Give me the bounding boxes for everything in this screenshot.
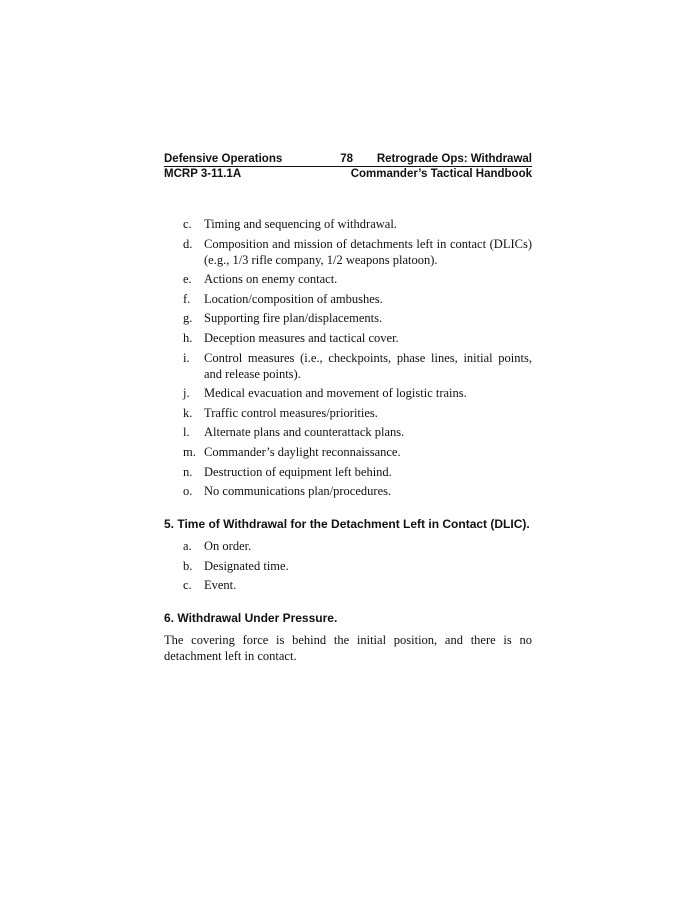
list-item-text: Supporting fire plan/displacements. xyxy=(204,311,383,326)
list-marker: f. xyxy=(183,291,191,306)
list-item-text: Designated time. xyxy=(204,558,289,573)
list-item-text: Alternate plans and counterattack plans. xyxy=(204,425,405,440)
list-marker: c. xyxy=(183,578,192,593)
list-marker: d. xyxy=(183,236,193,251)
list-item xyxy=(164,405,532,421)
withdrawal-timing-list xyxy=(164,538,532,593)
list-item-text: On order. xyxy=(204,539,252,554)
list-marker: m. xyxy=(183,444,196,459)
list-marker: e. xyxy=(183,272,192,287)
list-item-text: No communications plan/procedures. xyxy=(204,484,392,499)
list-item xyxy=(164,385,532,401)
list-item-text: Timing and sequencing of withdrawal. xyxy=(204,217,397,231)
list-item-text: Deception measures and tactical cover. xyxy=(204,330,399,345)
list-item-text: Composition and mission of detachments left in contact (DLICs) (e.g., 1/3 rifle company, 1/2 weapons platoon). xyxy=(204,236,532,267)
list-marker: i. xyxy=(183,350,190,365)
list-item xyxy=(164,271,532,287)
list-item xyxy=(164,216,532,232)
list-item-text: Control measures (i.e., checkpoints, phase lines, initial points, and release points). xyxy=(204,350,532,381)
list-item-text: Medical evacuation and movement of logistic trains. xyxy=(204,386,467,401)
list-item-text: Event. xyxy=(204,578,237,593)
withdrawal-considerations-list xyxy=(164,216,532,499)
list-marker: a. xyxy=(183,539,192,554)
list-item xyxy=(164,577,532,593)
page-content xyxy=(164,152,532,664)
list-item xyxy=(164,310,532,326)
list-item xyxy=(164,538,532,554)
section-6-heading: 6. Withdrawal Under Pressure. xyxy=(164,611,338,626)
section-5-heading: 5. Time of Withdrawal for the Detachment Left in Contact (DLIC). xyxy=(164,517,530,532)
header-section-title: Retrograde Ops: Withdrawal xyxy=(376,153,532,165)
list-item xyxy=(164,236,532,268)
list-item xyxy=(164,464,532,480)
list-marker: b. xyxy=(183,558,193,573)
list-item xyxy=(164,444,532,460)
list-marker: h. xyxy=(183,330,193,345)
list-item-text: Location/composition of ambushes. xyxy=(204,291,383,306)
list-item-text: Traffic control measures/priorities. xyxy=(204,405,378,420)
list-marker: l. xyxy=(183,425,190,440)
list-marker: c. xyxy=(183,217,192,231)
list-marker: o. xyxy=(183,484,193,499)
list-marker: j. xyxy=(183,386,190,401)
list-marker: k. xyxy=(183,405,193,420)
header-page-number: 78 xyxy=(340,153,354,165)
list-marker: g. xyxy=(183,311,193,326)
list-item xyxy=(164,424,532,440)
list-marker: n. xyxy=(183,464,193,479)
list-item xyxy=(164,558,532,574)
list-item-text: Actions on enemy contact. xyxy=(204,272,338,287)
list-item xyxy=(164,483,532,499)
header-publication-number: MCRP 3-11.1A xyxy=(164,168,242,180)
list-item-text: Commander’s daylight reconnaissance. xyxy=(204,444,401,459)
running-header-top xyxy=(164,152,532,167)
list-item-text: Destruction of equipment left behind. xyxy=(204,464,392,479)
section-6-paragraph: The covering force is behind the initial position, and there is no detachment left in contact. xyxy=(164,633,532,664)
header-publication-title: Commander’s Tactical Handbook xyxy=(350,168,532,180)
running-header-bottom xyxy=(164,167,532,181)
list-item xyxy=(164,350,532,382)
list-item xyxy=(164,330,532,346)
header-chapter-title: Defensive Operations xyxy=(164,153,283,165)
list-item xyxy=(164,291,532,307)
